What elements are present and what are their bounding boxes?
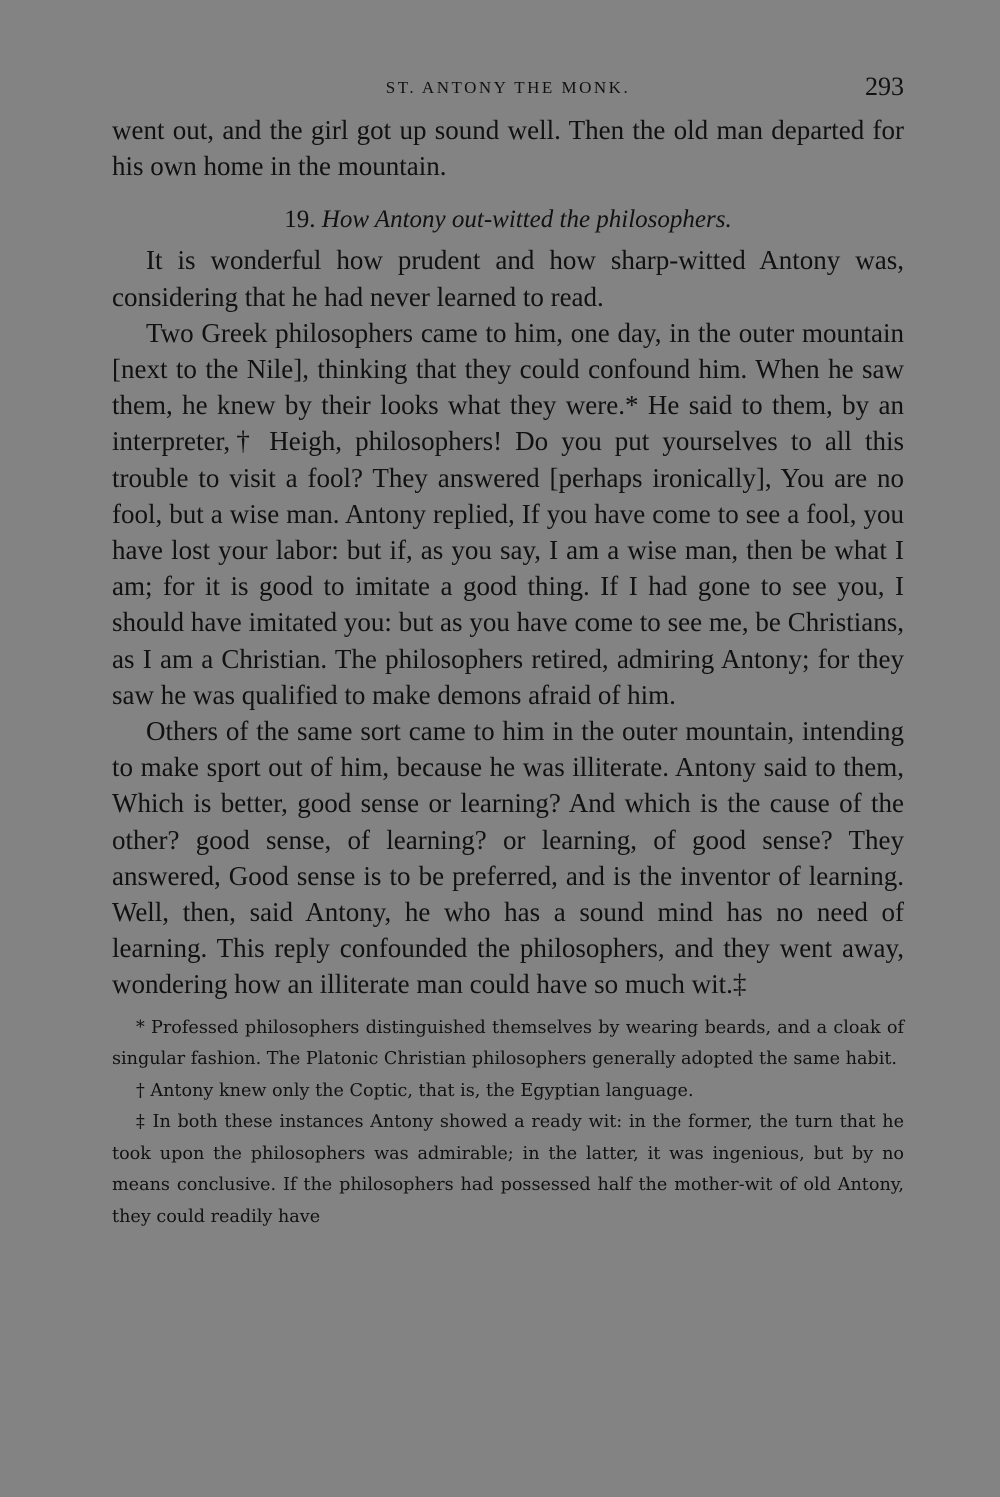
page-number: 293 <box>865 72 904 101</box>
section-title: How Antony out-witted the philosophers. <box>321 206 732 234</box>
book-page <box>112 72 904 1233</box>
footnote: * Professed philosophers distinguished themselves by wearing beards, and a cloak of singular fashion. The Platonic Christian philosophers generally adopted the same habit. <box>112 1017 904 1070</box>
running-head <box>112 72 904 112</box>
paragraph: Two Greek philosophers came to him, one day, in the outer mountain [next to the Nile], thinking that they could confound him. When he saw them, he knew by their looks what they were.* He said to them, by an interpreter,† Heigh, philosophers! Do you put yourselves to all this trouble to visit a fool? They answered [perhaps ironically], You are no fool, but a wise man. Antony replied, If you have come to see a fool, you have lost your labor: but if, as you say, I am a wise man, then be what I am; for it is good to imitate a good thing. If I had gone to see you, I should have imitated you: but as you have come to see me, be Christians, as I am a Christian. The philosophers retired, admiring Antony; for they saw he was qualified to make demons afraid of him. <box>112 317 904 710</box>
section-number: 19. <box>284 206 316 234</box>
opening-paragraph: went out, and the girl got up sound well. Then the old man departed for his own home in the mountain. <box>112 115 904 182</box>
paragraph: Others of the same sort came to him in the outer mountain, intending to make sport out of him, because he was illiterate. Antony said to them, Which is better, good sense or learning? And which is the cause of the other? good sense, of learning? or learning, of good sense? They answered, Good sense is to be preferred, and is the inventor of learning. Well, then, said Antony, he who has a sound mind has no need of learning. This reply confounded the philosophers, and they went away, wondering how an illiterate man could have so much wit.‡ <box>112 716 904 1000</box>
section-heading <box>112 202 904 238</box>
footnotes <box>112 1013 904 1234</box>
footnote: ‡ In both these instances Antony showed a ready wit: in the former, the turn that he took upon the philosophers was admirable; in the latter, it was ingenious, but by no means conclusive. If the philosophers had possessed half the mother-wit of old Antony, they could readily have <box>112 1112 904 1227</box>
running-title: ST. ANTONY THE MONK. <box>385 78 631 97</box>
paragraph: It is wonderful how prudent and how sharp-witted Antony was, considering that he had never learned to read. <box>112 245 904 312</box>
footnote: † Antony knew only the Coptic, that is, the Egyptian language. <box>136 1080 694 1101</box>
